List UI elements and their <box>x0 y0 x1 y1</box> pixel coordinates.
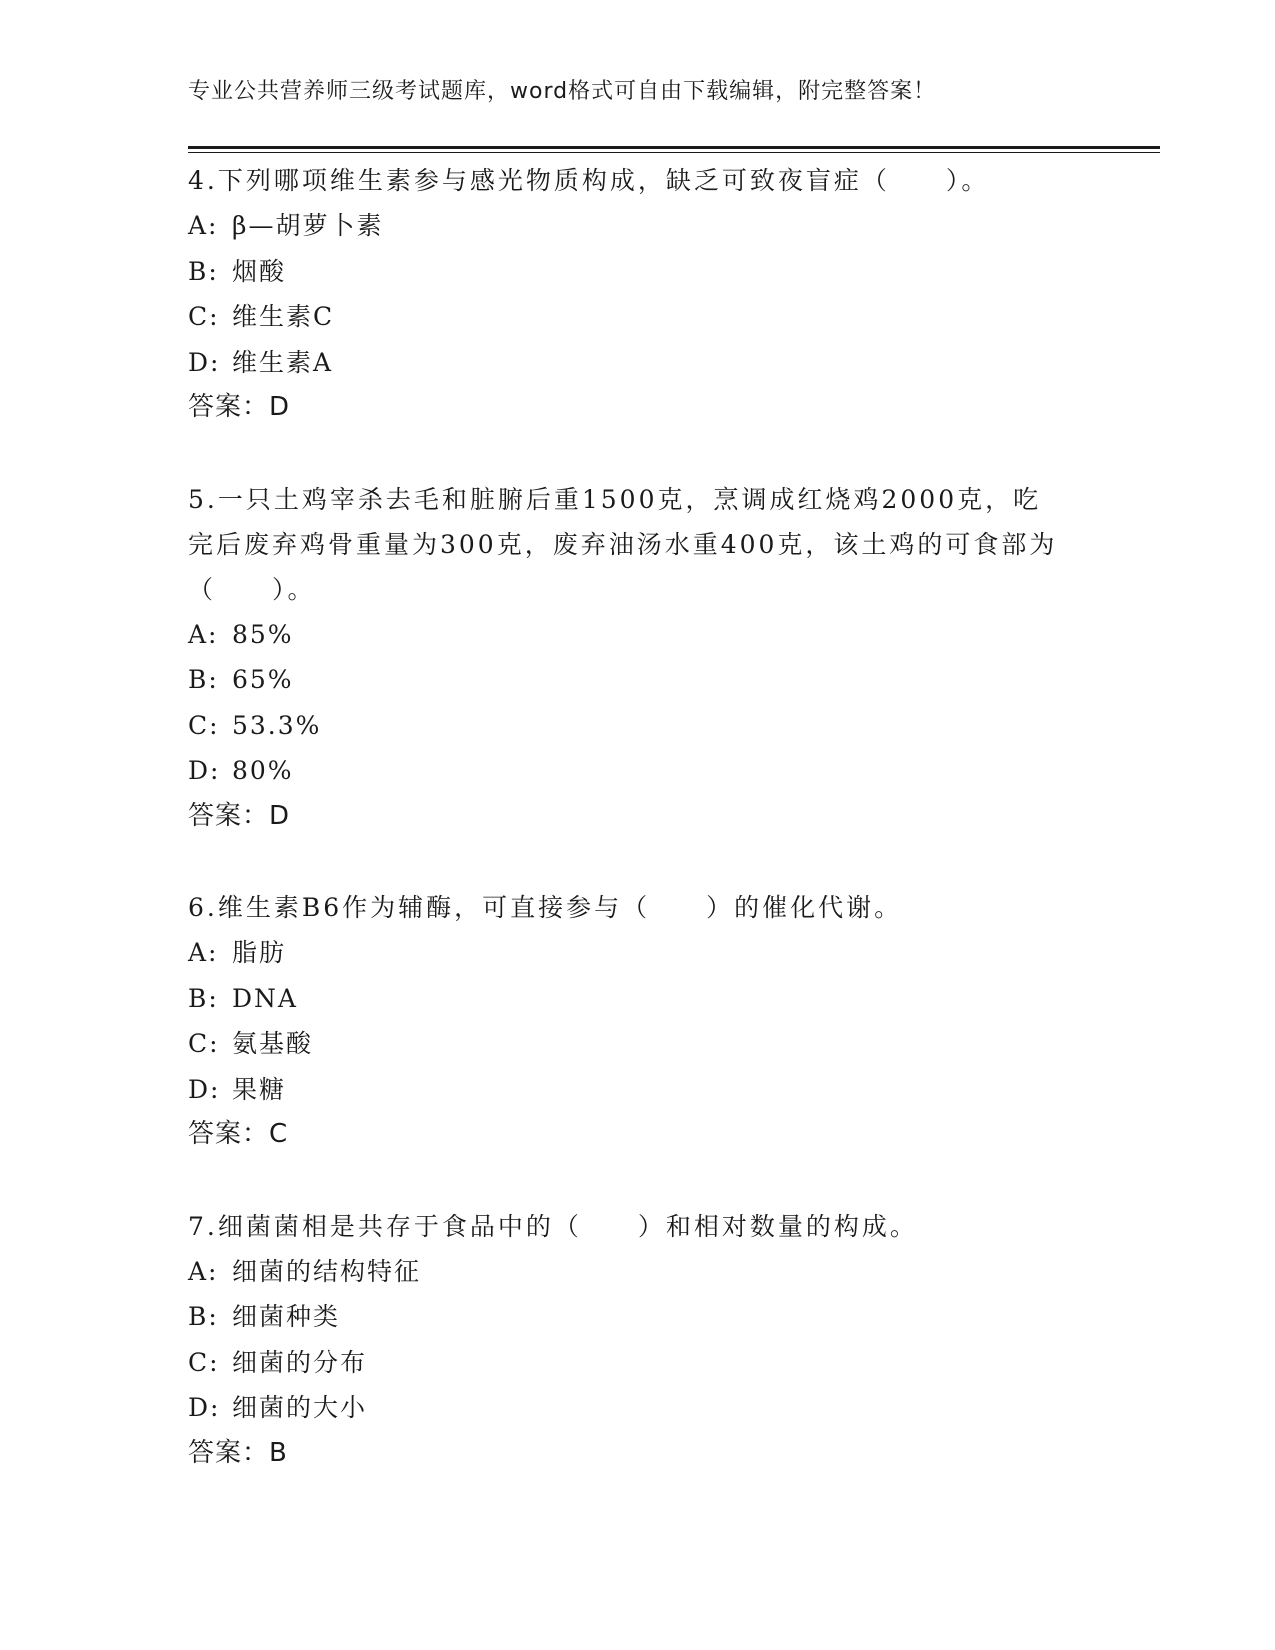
option-letter: C: <box>188 302 220 331</box>
option-letter: A: <box>188 1256 219 1286</box>
option-text: 果糖 <box>232 1074 287 1104</box>
option-text: 65% <box>232 665 294 694</box>
question-5 <box>188 477 1088 840</box>
option-letter: A: <box>188 211 219 240</box>
option-letter: D: <box>188 1074 221 1104</box>
question-stem: 4.下列哪项维生素参与感光物质构成，缺乏可致夜盲症（ ）。 <box>188 166 990 195</box>
option-letter: A: <box>188 619 219 649</box>
question-stem: 5.一只土鸡宰杀去毛和脏腑后重1500克，烹调成红烧鸡2000克，吃完后废弃鸡骨重量为300克，废弃油汤水重400克，该土鸡的可食部为（ ）。 <box>188 484 1058 604</box>
option-b <box>188 1294 1088 1340</box>
option-text: β—胡萝卜素 <box>232 211 384 240</box>
option-text: 脂肪 <box>232 938 287 967</box>
option-a <box>188 930 1088 976</box>
option-letter: B: <box>188 256 219 286</box>
header-rule-thin <box>188 152 1160 153</box>
option-letter: A: <box>188 938 219 967</box>
option-c <box>188 1340 1088 1386</box>
option-a <box>188 203 1088 249</box>
option-letter: C: <box>188 1029 220 1058</box>
option-d <box>188 1067 1088 1113</box>
option-d <box>188 748 1088 794</box>
option-d <box>188 340 1088 386</box>
question-6 <box>188 885 1088 1158</box>
option-a <box>188 1249 1088 1295</box>
option-letter: B: <box>188 983 219 1013</box>
answer-line: 答案：D <box>188 800 291 831</box>
option-text: 80% <box>232 756 294 785</box>
option-a <box>188 612 1088 658</box>
answer-line: 答案：C <box>188 1119 289 1149</box>
question-7 <box>188 1204 1088 1477</box>
option-text: 维生素A <box>232 347 334 377</box>
question-list <box>188 158 1088 1476</box>
option-letter: B: <box>188 665 219 694</box>
option-b <box>188 249 1088 295</box>
option-d <box>188 1385 1088 1431</box>
option-c <box>188 703 1088 749</box>
page-header: 专业公共营养师三级考试题库，word格式可自由下载编辑，附完整答案！ <box>188 79 937 104</box>
answer-line: 答案：B <box>188 1437 288 1468</box>
option-letter: B: <box>188 1302 219 1331</box>
option-letter: C: <box>188 1347 220 1377</box>
option-b <box>188 976 1088 1022</box>
option-c <box>188 1021 1088 1067</box>
option-b <box>188 657 1088 703</box>
option-text: 维生素C <box>232 302 335 331</box>
option-text: 烟酸 <box>232 256 287 286</box>
option-text: 氨基酸 <box>232 1029 314 1058</box>
question-stem: 6.维生素B6作为辅酶，可直接参与（ ）的催化代谢。 <box>188 893 903 922</box>
option-letter: C: <box>188 710 220 740</box>
option-text: 53.3% <box>232 710 322 740</box>
option-letter: D: <box>188 756 221 785</box>
question-4 <box>188 158 1088 431</box>
option-c <box>188 294 1088 340</box>
option-text: 细菌的大小 <box>232 1393 368 1422</box>
option-text: 细菌的结构特征 <box>232 1256 422 1286</box>
option-text: DNA <box>232 983 298 1013</box>
option-letter: D: <box>188 1393 221 1422</box>
option-text: 细菌种类 <box>232 1302 341 1331</box>
option-text: 细菌的分布 <box>232 1347 368 1377</box>
answer-line: 答案：D <box>188 392 291 422</box>
option-letter: D: <box>188 347 221 377</box>
question-stem: 7.细菌菌相是共存于食品中的（ ）和相对数量的构成。 <box>188 1211 918 1241</box>
option-text: 85% <box>232 619 294 649</box>
header-rule-thick <box>188 146 1160 149</box>
